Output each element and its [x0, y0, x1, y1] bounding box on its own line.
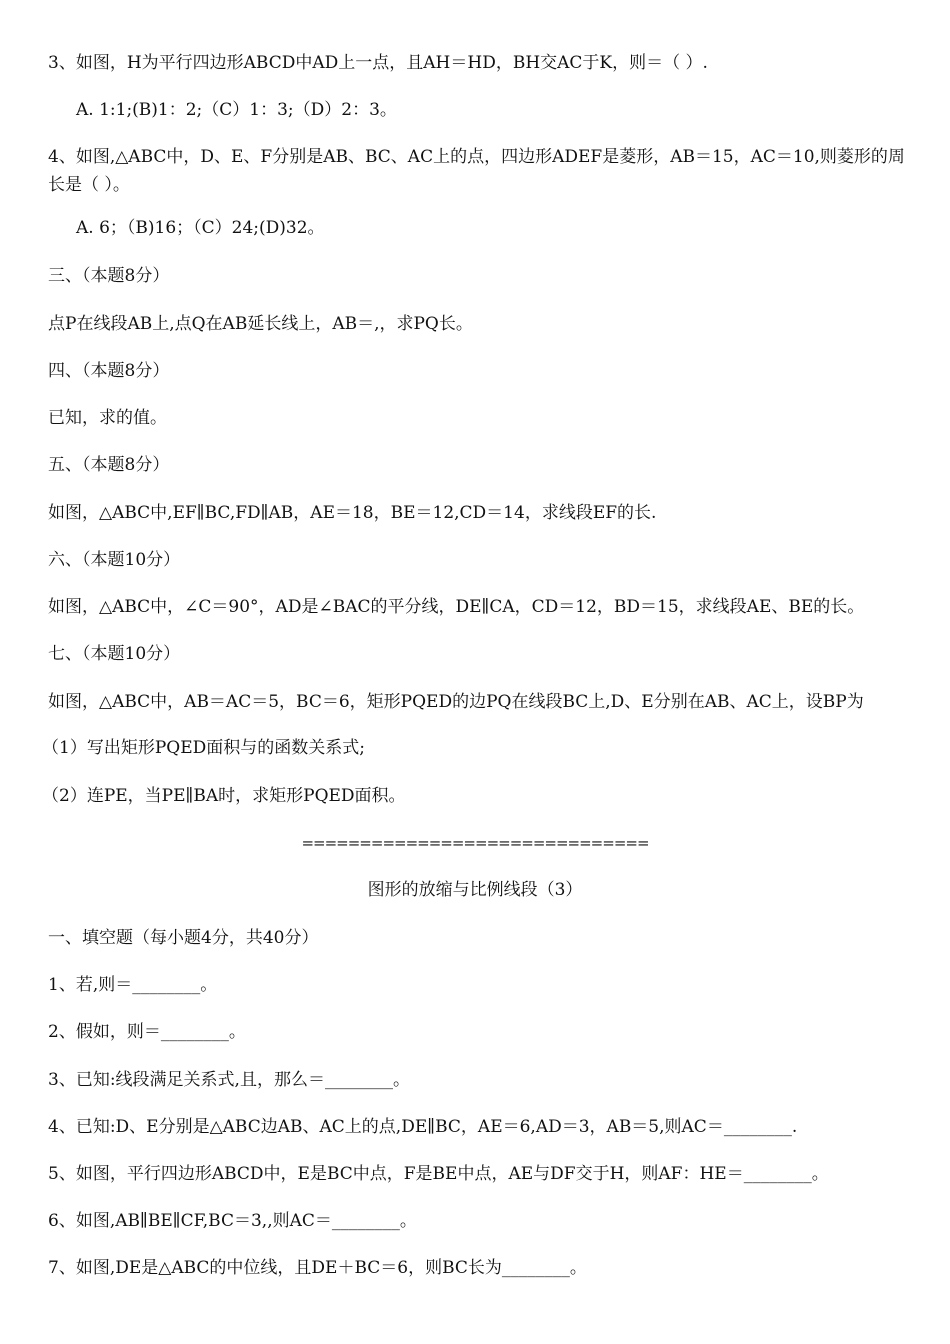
section-4-text: 已知，求的值。 — [48, 408, 167, 428]
fill-blank-5: 5、如图，平行四边形ABCD中，E是BC中点，F是BE中点，AE与DF交于H，则AF：HE＝________。 — [48, 1164, 829, 1184]
separator-line: ============================== — [301, 834, 649, 852]
q3-text: 3、如图，H为平行四边形ABCD中AD上一点，且AH＝HD，BH交AC于K，则＝（ ）. — [48, 53, 708, 73]
q4-options: A. 6；（B)16；（C）24;(D)32。 — [76, 218, 325, 238]
section-7-part-1: （1）写出矩形PQED面积与的函数关系式; — [42, 738, 365, 758]
section-7-text: 如图，△ABC中，AB＝AC＝5，BC＝6，矩形PQED的边PQ在线段BC上,D、E分别在AB、AC上，设BP为 — [48, 692, 864, 712]
q4-text: 4、如图,△ABC中，D、E、F分别是AB、BC、AC上的点，四边形ADEF是菱形，AB＝15，AC＝10,则菱形的周长是（ ）。 — [48, 147, 905, 195]
fill-blank-7: 7、如图,DE是△ABC的中位线，且DE＋BC＝6，则BC长为________。 — [48, 1258, 587, 1278]
section-6-text: 如图，△ABC中，∠C＝90°，AD是∠BAC的平分线，DE∥CA，CD＝12，BD＝15，求线段AE、BE的长。 — [48, 597, 865, 617]
section-7-heading: 七、（本题10分） — [48, 644, 181, 664]
section-3-heading: 三、（本题8分） — [48, 266, 170, 286]
section-7-part-2: （2）连PE，当PE∥BA时，求矩形PQED面积。 — [42, 786, 406, 806]
q3-options: A. 1:1;(B)1：2;（C）1：3;（D）2：3。 — [76, 100, 397, 120]
section-6-heading: 六、（本题10分） — [48, 550, 181, 570]
fill-blank-6: 6、如图,AB∥BE∥CF,BC＝3,,则AC＝________。 — [48, 1211, 417, 1231]
section-5-text: 如图，△ABC中,EF∥BC,FD∥AB，AE＝18，BE＝12,CD＝14，求线段EF的长. — [48, 503, 657, 523]
fill-blank-4: 4、已知:D、E分别是△ABC边AB、AC上的点,DE∥BC，AE＝6,AD＝3，AB＝5,则AC＝________. — [48, 1117, 798, 1137]
section-3-text: 点P在线段AB上,点Q在AB延长线上，AB＝,，求PQ长。 — [48, 314, 473, 334]
section-title: 图形的放缩与比例线段（3） — [367, 880, 583, 900]
section-4-heading: 四、（本题8分） — [48, 361, 170, 381]
section-5-heading: 五、（本题8分） — [48, 455, 170, 475]
fill-blank-3: 3、已知:线段满足关系式,且，那么＝________。 — [48, 1070, 410, 1090]
fill-blank-1: 1、若,则＝________。 — [48, 975, 218, 995]
fill-blank-heading: 一、填空题（每小题4分，共40分） — [48, 928, 319, 948]
fill-blank-2: 2、假如，则＝________。 — [48, 1022, 246, 1042]
